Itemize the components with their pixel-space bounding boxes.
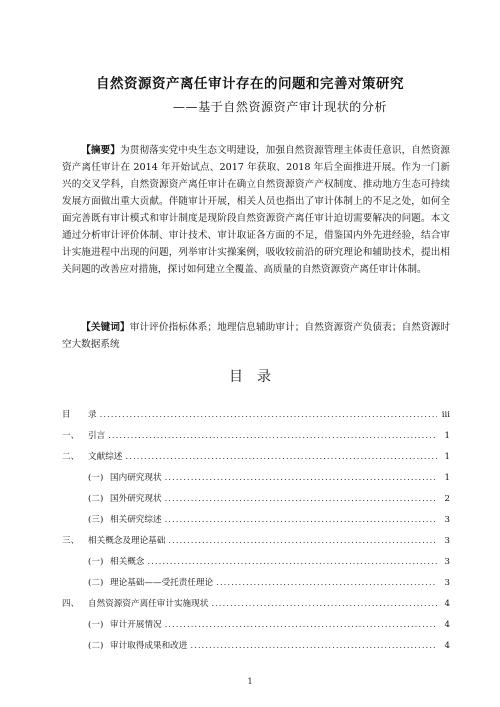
toc-entry-number: (一) xyxy=(88,473,104,483)
page-number: 1 xyxy=(247,677,253,686)
toc-entry-number: (二) xyxy=(88,578,104,588)
toc-entry[interactable] xyxy=(62,531,450,552)
toc-entry-text: 相关概念 xyxy=(110,557,145,567)
toc-entry-page: 3 xyxy=(444,578,450,588)
abstract-text: 为贯彻落实党中央生态文明建设，加强自然资源管理主体责任意识，自然资源资产离任审计在 2014 年开始试点、2017 年获取、2018 年后全面推进开展。作为一门新兴的交叉学科，自然资源资产离任审计在确立自然资源资产产权制度、推动地方生态可持续发展方面做出重大贡献。伴随审计开展，相关人员也指出了审计体制上的不足之处，如何全面完善既有审计模式和审计制度是现阶段自然资源资产离任审计迫切需要解决的问题。本文通过分析审计评价体制、审计技术、审计取证各方面的不足，借鉴国内外先进经验，结合审计实施进程中出现的问题，列举审计实操案例，吸收较前沿的研究理论和辅助技术，提出相关问题的改善应对措施，探讨如何建立全覆盖、高质量的自然资源资产离任审计体制。 xyxy=(62,145,451,275)
toc-entry-number: (二) xyxy=(88,641,104,651)
toc-leader-dots xyxy=(165,510,437,531)
toc-entry[interactable] xyxy=(62,468,450,489)
toc-entry[interactable] xyxy=(62,636,450,657)
toc-entry-text: 录 xyxy=(88,410,97,420)
toc-entry-page: 3 xyxy=(444,536,450,546)
toc-entry-page: 1 xyxy=(444,452,450,462)
keywords-label: 【关键词】 xyxy=(81,322,130,333)
toc-entry[interactable] xyxy=(62,573,450,594)
toc-leader-dots xyxy=(108,426,437,447)
toc-entry-text: 引言 xyxy=(88,431,106,441)
toc-entry-page: 1 xyxy=(444,431,450,441)
toc-entry-text: 理论基础——受托责任理论 xyxy=(110,578,214,588)
toc-entry[interactable] xyxy=(62,489,450,510)
keywords-section xyxy=(62,319,450,353)
toc-leader-dots xyxy=(216,573,437,594)
abstract-paragraph xyxy=(62,142,450,278)
toc-entry-page: 3 xyxy=(444,515,450,525)
abstract-label: 【摘要】 xyxy=(81,145,121,156)
toc-entry-text: 文献综述 xyxy=(88,452,123,462)
toc-leader-dots xyxy=(100,405,437,426)
toc-entry-page: 4 xyxy=(444,620,450,630)
toc-entry-number: (一) xyxy=(88,557,104,567)
toc-entry-text: 审计开展情况 xyxy=(110,620,162,630)
toc-entry-page: 1 xyxy=(444,473,450,483)
toc-entry[interactable] xyxy=(62,405,450,426)
paper-subtitle: ——基于自然资源资产审计现状的分析 xyxy=(172,100,388,114)
toc-entry[interactable] xyxy=(62,552,450,573)
toc-entry-page: iii xyxy=(441,410,450,420)
toc-entry-number: 二、 xyxy=(62,452,80,462)
keywords-text: 审计评价指标体系；地理信息辅助审计；自然资源资产负债表；自然资源时空大数据系统 xyxy=(62,322,451,350)
toc-entry[interactable] xyxy=(62,594,450,615)
toc-entry-number: 一、 xyxy=(62,431,80,441)
toc-entry-text: 审计取得成果和改进 xyxy=(110,641,188,651)
toc-entry-text: 自然资源资产离任审计实施现状 xyxy=(88,599,209,609)
table-of-contents xyxy=(62,405,450,657)
toc-entry-text: 国内研究现状 xyxy=(110,473,162,483)
paper-title: 自然资源资产离任审计存在的问题和完善对策研究 xyxy=(96,76,404,92)
toc-entry-text: 相关研究综述 xyxy=(110,515,162,525)
toc-entry-number: 三、 xyxy=(62,536,80,546)
toc-leader-dots xyxy=(125,447,437,468)
toc-title: 目录 xyxy=(229,369,285,385)
toc-leader-dots xyxy=(165,615,437,636)
toc-entry-number: (一) xyxy=(88,620,104,630)
toc-entry[interactable] xyxy=(62,510,450,531)
toc-leader-dots xyxy=(168,531,437,552)
toc-leader-dots xyxy=(165,468,437,489)
toc-entry-number: (二) xyxy=(88,494,104,504)
toc-entry[interactable] xyxy=(62,426,450,447)
toc-leader-dots xyxy=(211,594,437,615)
toc-entry-page: 4 xyxy=(444,641,450,651)
abstract-section xyxy=(62,142,450,278)
toc-entry-text: 相关概念及理论基础 xyxy=(88,536,166,546)
toc-entry[interactable] xyxy=(62,447,450,468)
toc-leader-dots xyxy=(165,489,437,510)
toc-entry-page: 3 xyxy=(444,557,450,567)
toc-entry-text: 国外研究现状 xyxy=(110,494,162,504)
toc-entry-number: (三) xyxy=(88,515,104,525)
toc-entry-page: 4 xyxy=(444,599,450,609)
toc-entry-page: 2 xyxy=(444,494,450,504)
toc-leader-dots xyxy=(190,636,437,657)
toc-entry-number: 四、 xyxy=(62,599,80,609)
toc-entry-number: 目 xyxy=(62,410,71,420)
toc-leader-dots xyxy=(147,552,437,573)
toc-entry[interactable] xyxy=(62,615,450,636)
